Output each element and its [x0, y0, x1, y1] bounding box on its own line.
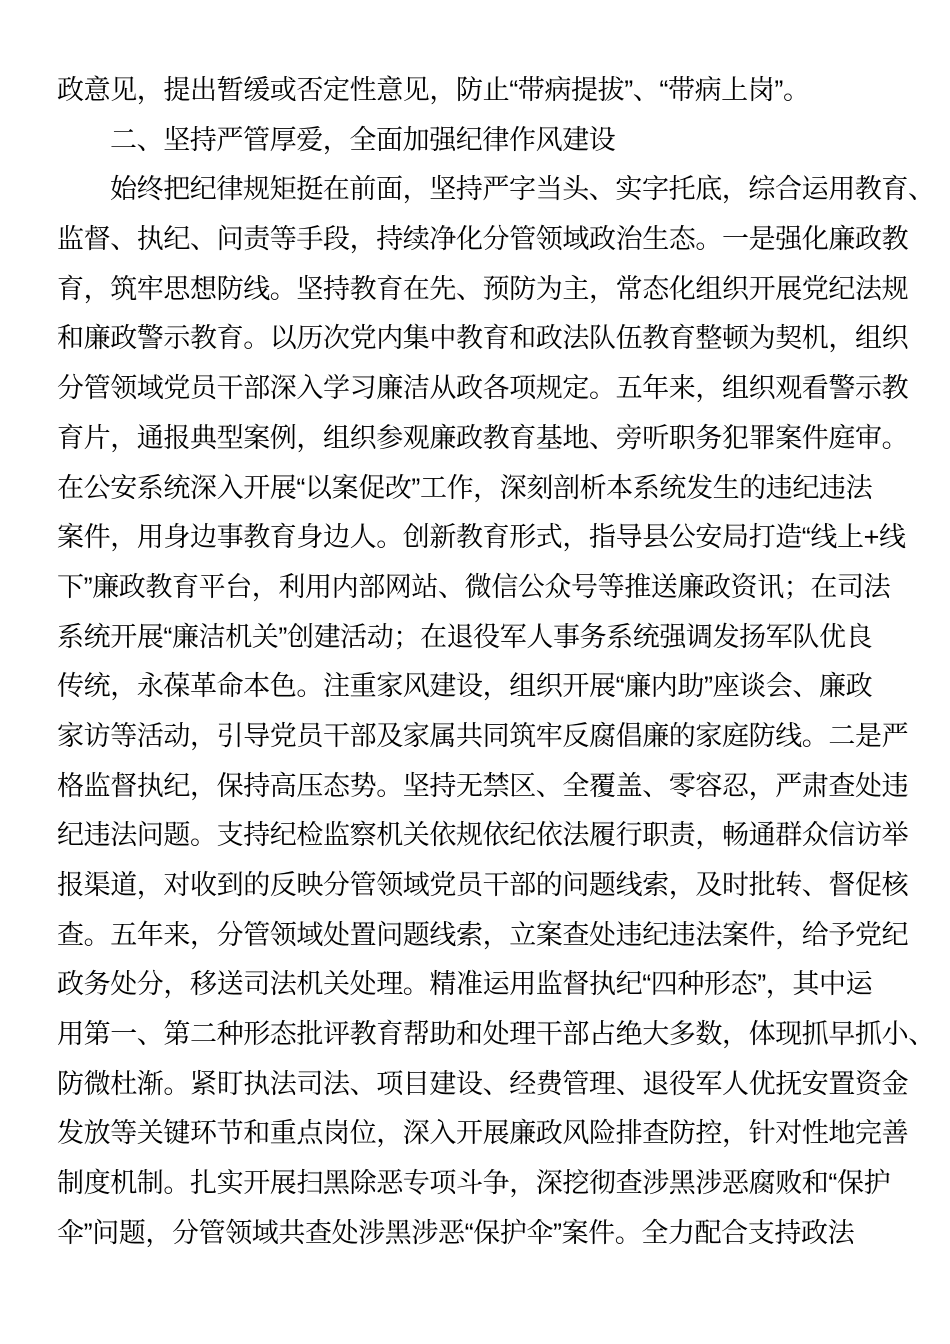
- text-line: 传统，永葆革命本色。注重家风建设，组织开展“廉内助”座谈会、廉政: [57, 671, 873, 702]
- section-heading: 二、坚持严管厚爱，全面加强纪律作风建设: [110, 124, 616, 155]
- text-line: 查。五年来，分管领域处置问题线索，立案查处违纪违法案件，给予党纪: [57, 919, 909, 950]
- text-line: 家访等活动，引导党员干部及家属共同筑牢反腐倡廉的家庭防线。二是严: [57, 720, 909, 751]
- text-line: 分管领域党员干部深入学习廉洁从政各项规定。五年来，组织观看警示教: [57, 373, 909, 404]
- text-line: 防微杜渐。紧盯执法司法、项目建设、经费管理、退役军人优抚安置资金: [57, 1068, 909, 1099]
- text-line: 发放等关键环节和重点岗位，深入开展廉政风险排查防控，针对性地完善: [57, 1118, 909, 1149]
- text-line: 监督、执纪、问责等手段，持续净化分管领域政治生态。一是强化廉政教: [57, 224, 909, 255]
- document-body: [57, 66, 935, 1259]
- text-line: 制度机制。扎实开展扫黑除恶专项斗争，深挖彻查涉黑涉恶腐败和“保护: [57, 1168, 891, 1199]
- text-line: 报渠道，对收到的反映分管领域党员干部的问题线索，及时批转、督促核: [57, 870, 909, 900]
- text-line: 始终把纪律规矩挺在前面，坚持严字当头、实字托底，综合运用教育、: [110, 174, 935, 205]
- text-line: 用第一、第二种形态批评教育帮助和处理干部占绝大多数，体现抓早抓小、: [57, 1019, 935, 1050]
- text-line: 纪违法问题。支持纪检监察机关依规依纪依法履行职责，畅通群众信访举: [57, 820, 909, 851]
- text-line: 系统开展“廉洁机关”创建活动；在退役军人事务系统强调发扬军队优良: [57, 621, 873, 652]
- text-line: 和廉政警示教育。以历次党内集中教育和政法队伍教育整顿为契机，组织: [57, 323, 909, 354]
- text-line: 育，筑牢思想防线。坚持教育在先、预防为主，常态化组织开展党纪法规: [57, 273, 909, 304]
- text-line: 案件，用身边事教育身边人。创新教育形式，指导县公安局打造“线上+线: [57, 522, 906, 553]
- text-line: 伞”问题，分管领域共查处涉黑涉恶“保护伞”案件。全力配合支持政法: [57, 1217, 855, 1248]
- text-line: 政务处分，移送司法机关处理。精准运用监督执纪“四种形态”，其中运: [57, 969, 873, 1000]
- text-line: 格监督执纪，保持高压态势。坚持无禁区、全覆盖、零容忍，严肃查处违: [57, 770, 909, 801]
- text-line: 下”廉政教育平台，利用内部网站、微信公众号等推送廉政资讯；在司法: [57, 571, 891, 602]
- text-line: 在公安系统深入开展“以案促改”工作，深刻剖析本系统发生的违纪违法: [57, 472, 873, 503]
- text-line: 政意见，提出暂缓或否定性意见，防止“带病提拔”、“带病上岗”。: [57, 75, 810, 105]
- text-line: 育片，通报典型案例，组织参观廉政教育基地、旁听职务犯罪案件庭审。: [57, 422, 909, 453]
